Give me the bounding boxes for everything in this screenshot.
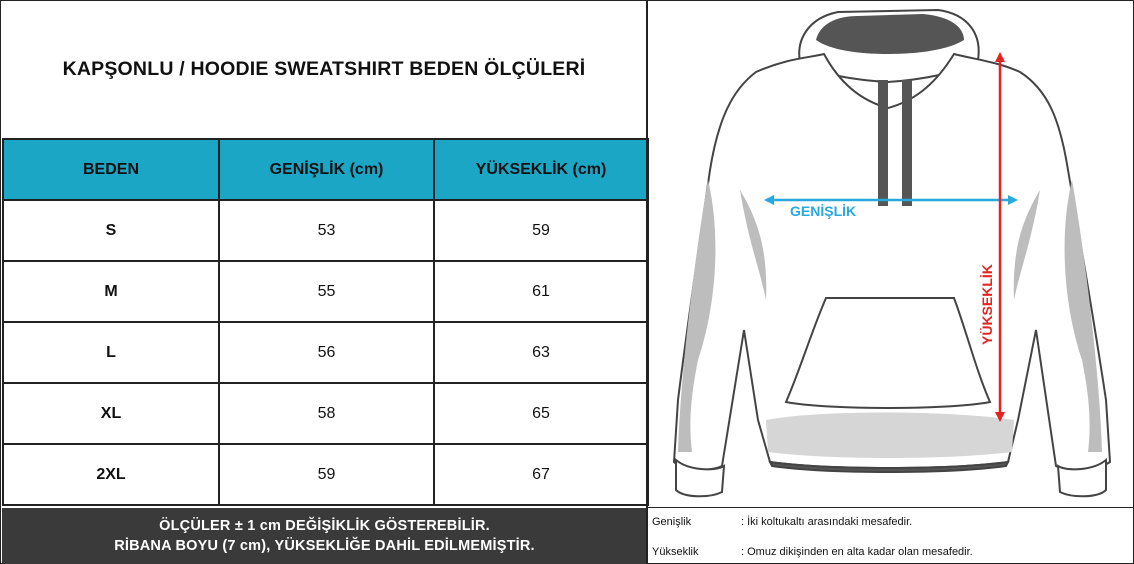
- header-size: BEDEN: [3, 139, 219, 200]
- table-row: [3, 383, 648, 444]
- drawstring-left-icon: [878, 80, 888, 206]
- cell-size: M: [3, 261, 219, 322]
- width-label: GENİŞLİK: [790, 203, 857, 219]
- cell-width: 59: [219, 444, 434, 505]
- size-table: [2, 138, 649, 506]
- footer-notice: [2, 508, 647, 564]
- cell-size: L: [3, 322, 219, 383]
- footer-line-2: RİBANA BOYU (7 cm), YÜKSEKLİĞE DAHİL EDİLMEMİŞTİR.: [114, 538, 535, 554]
- diagram-panel: [648, 0, 1134, 564]
- header-width: GENİŞLİK (cm): [219, 139, 434, 200]
- hood-lining: [816, 14, 964, 54]
- cell-width: 55: [219, 261, 434, 322]
- note-height-desc: : Omuz dikişinden en alta kadar olan mesafedir.: [741, 546, 973, 558]
- cell-size: S: [3, 200, 219, 261]
- cell-width: 53: [219, 200, 434, 261]
- table-header-row: [3, 139, 648, 200]
- cell-width: 58: [219, 383, 434, 444]
- note-height-term: Yükseklik: [652, 546, 699, 558]
- notes-divider: [648, 507, 1134, 508]
- cell-height: 65: [434, 383, 648, 444]
- cell-height: 63: [434, 322, 648, 383]
- height-arrow-top-head: [995, 52, 1005, 62]
- title-box: [2, 2, 646, 137]
- table-row: [3, 261, 648, 322]
- cell-size: XL: [3, 383, 219, 444]
- cell-size: 2XL: [3, 444, 219, 505]
- table-row: [3, 444, 648, 505]
- drawstring-right-icon: [902, 80, 912, 206]
- note-width-desc: : İki koltukaltı arasındaki mesafedir.: [741, 516, 913, 528]
- hem-shade: [766, 413, 1014, 459]
- page-title: KAPŞONLU / HOODIE SWEATSHIRT BEDEN ÖLÇÜLERİ: [62, 58, 586, 80]
- hoodie-diagram: [648, 0, 1134, 508]
- cell-height: 59: [434, 200, 648, 261]
- cell-height: 61: [434, 261, 648, 322]
- footer-line-1: ÖLÇÜLER ± 1 cm DEĞİŞİKLİK GÖSTEREBİLİR.: [159, 518, 490, 534]
- table-row: [3, 200, 648, 261]
- cell-width: 56: [219, 322, 434, 383]
- height-label: YÜKSEKLİK: [979, 264, 995, 345]
- note-width-term: Genişlik: [652, 516, 692, 528]
- table-row: [3, 322, 648, 383]
- cell-height: 67: [434, 444, 648, 505]
- header-height: YÜKSEKLİK (cm): [434, 139, 648, 200]
